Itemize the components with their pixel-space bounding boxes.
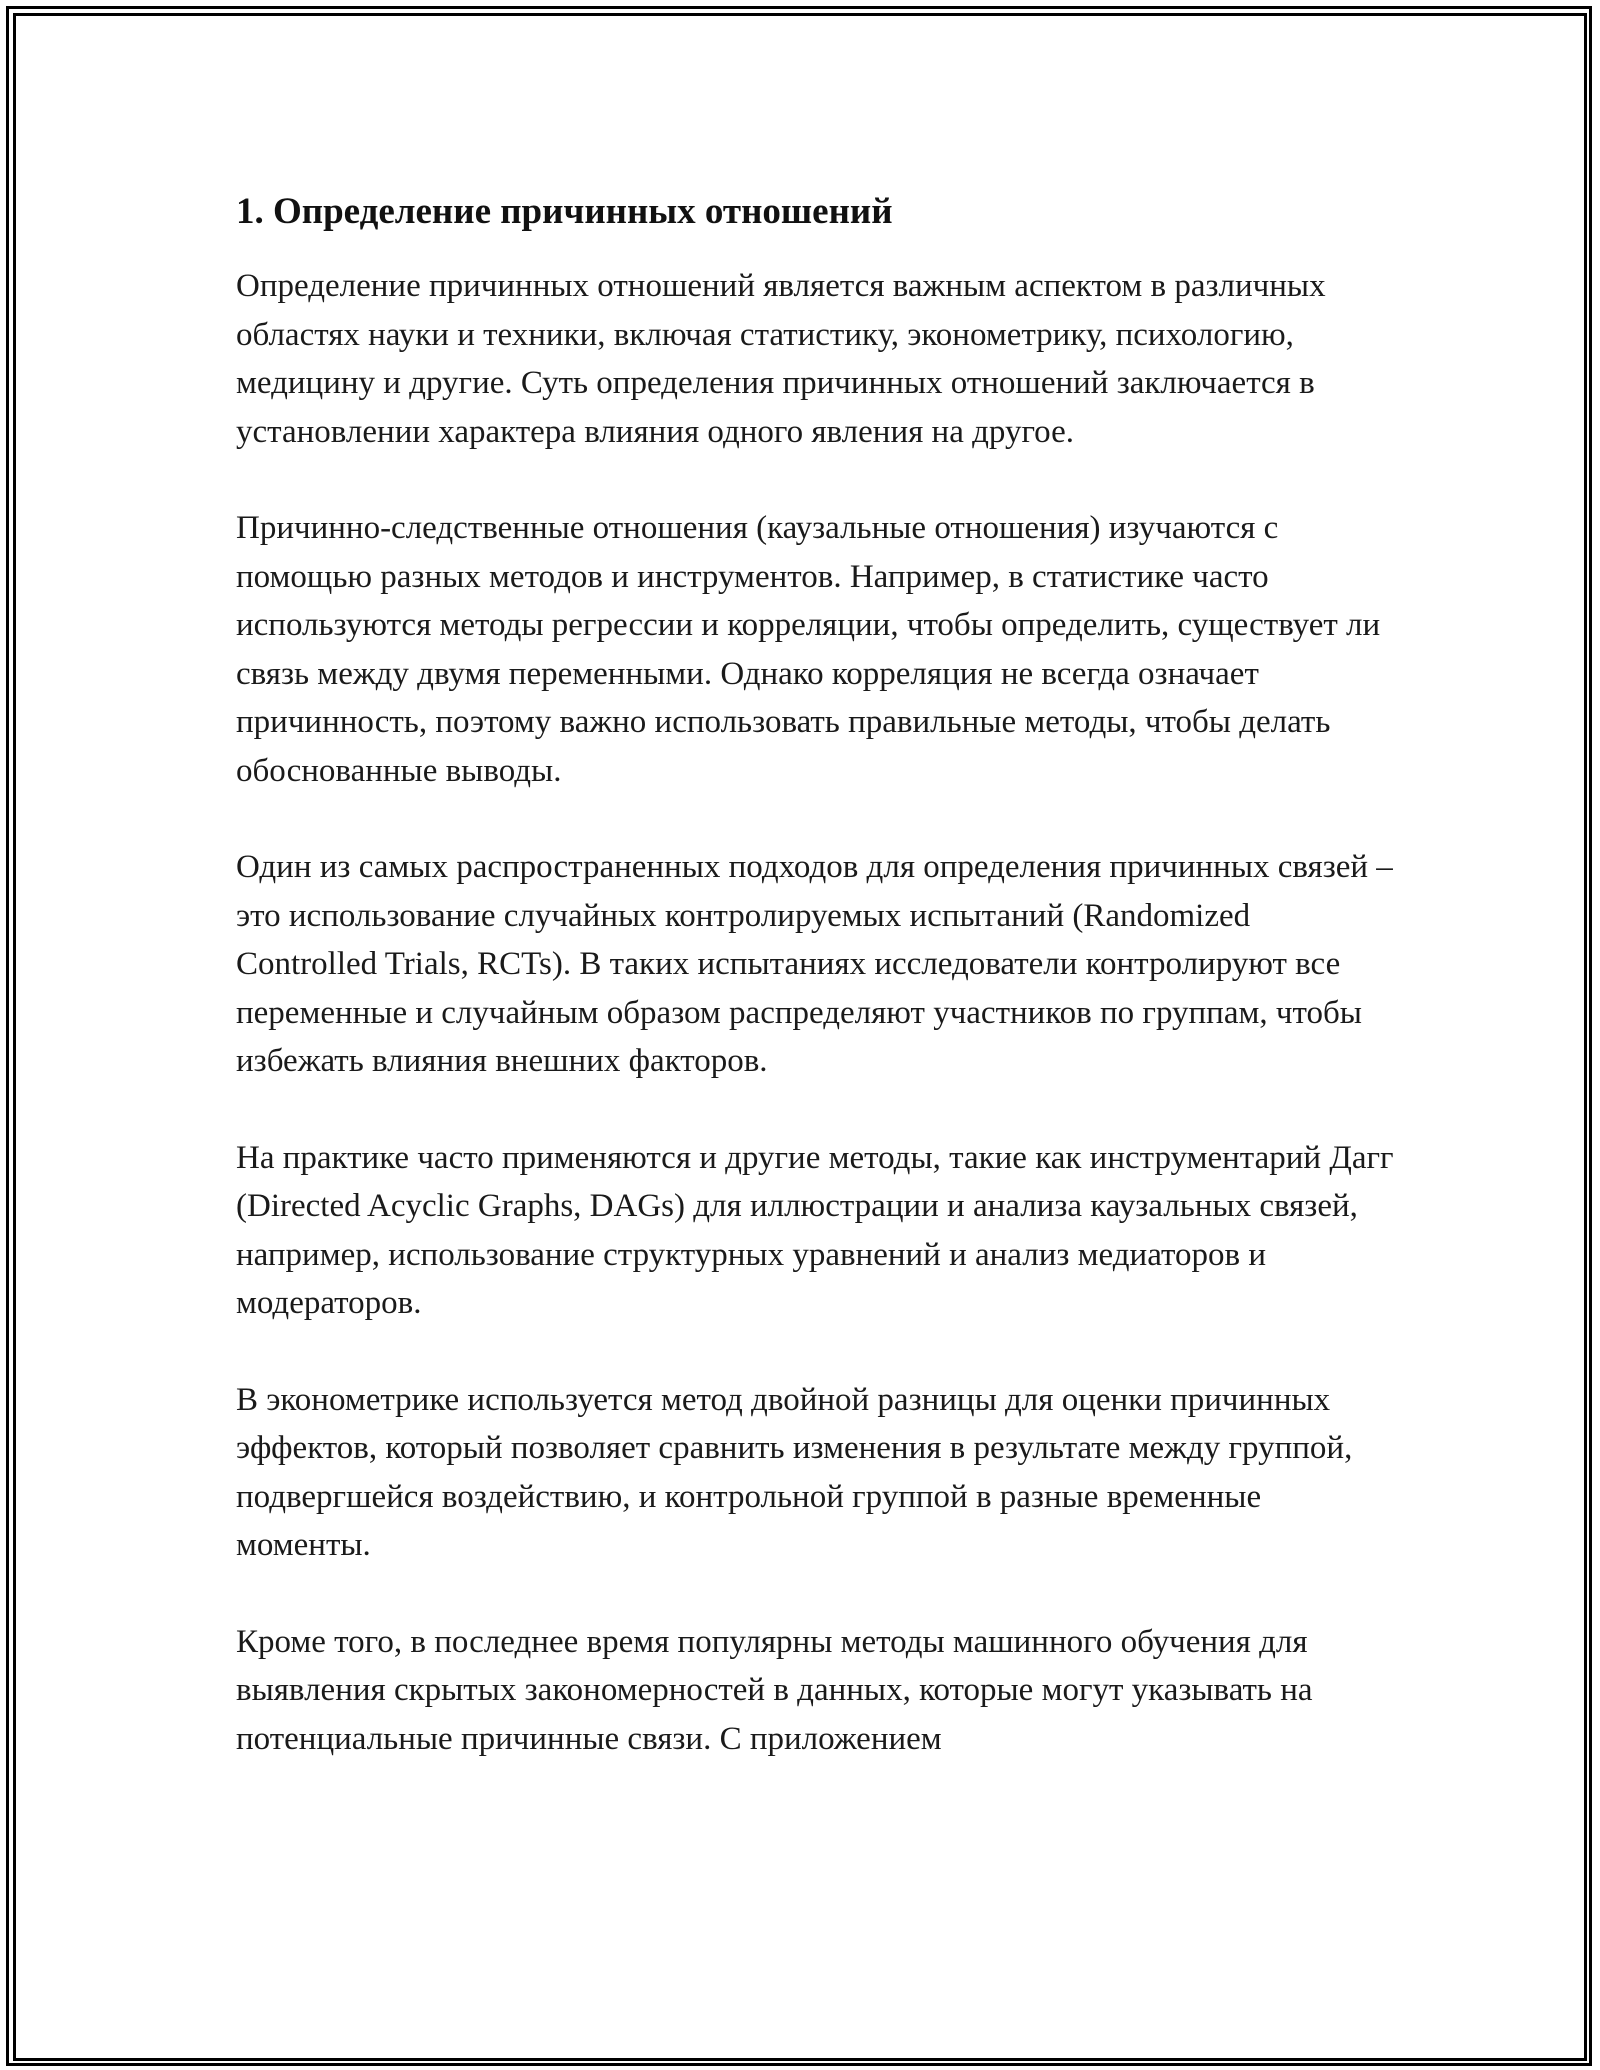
paragraph-5: В эконометрике используется метод двойной разницы для оценки причинных эффектов, который позволяет сравнить изменения в результате между группой, подвергшейся воздействию, и контрольной группой в разные временные моменты. <box>236 1381 1353 1563</box>
paragraph-2: Причинно-следственные отношения (каузальные отношения) изучаются с помощью разных методов и инструментов. Например, в статистике часто используются методы регрессии и корреляции, чтобы определить, существует ли связь между двумя переменными. Однако корреляция не всегда означает причинность, поэтому важно использовать правильные методы, чтобы делать обоснованные выводы. <box>236 510 1381 789</box>
paragraph-4: На практике часто применяются и другие методы, такие как инструментарий Дагг (Directed Acyclic Graphs, DAGs) для иллюстрации и анализа каузальных связей, например, использование структурных уравнений и анализ медиаторов и модераторов. <box>236 1139 1394 1321</box>
paragraph-3: Один из самых распространенных подходов для определения причинных связей – это использование случайных контролируемых испытаний (Randomized Controlled Trials, RCTs). В таких испытаниях исследователи контролируют все переменные и случайным образом распределяют участников по группам, чтобы избежать влияния внешних факторов. <box>236 849 1393 1079</box>
paragraph-6: Кроме того, в последнее время популярны методы машинного обучения для выявления скрытых закономерностей в данных, которые могут указывать на потенциальные причинные связи. С приложением <box>236 1623 1313 1757</box>
section-heading: 1. Определение причинных отношений <box>236 191 893 232</box>
paragraph-1: Определение причинных отношений является важным аспектом в различных областях науки и техники, включая статистику, эконометрику, психологию, медицину и другие. Суть определения причинных отношений заключается в установлении характера влияния одного явления на другое. <box>236 268 1326 450</box>
document-body <box>236 188 1396 1811</box>
